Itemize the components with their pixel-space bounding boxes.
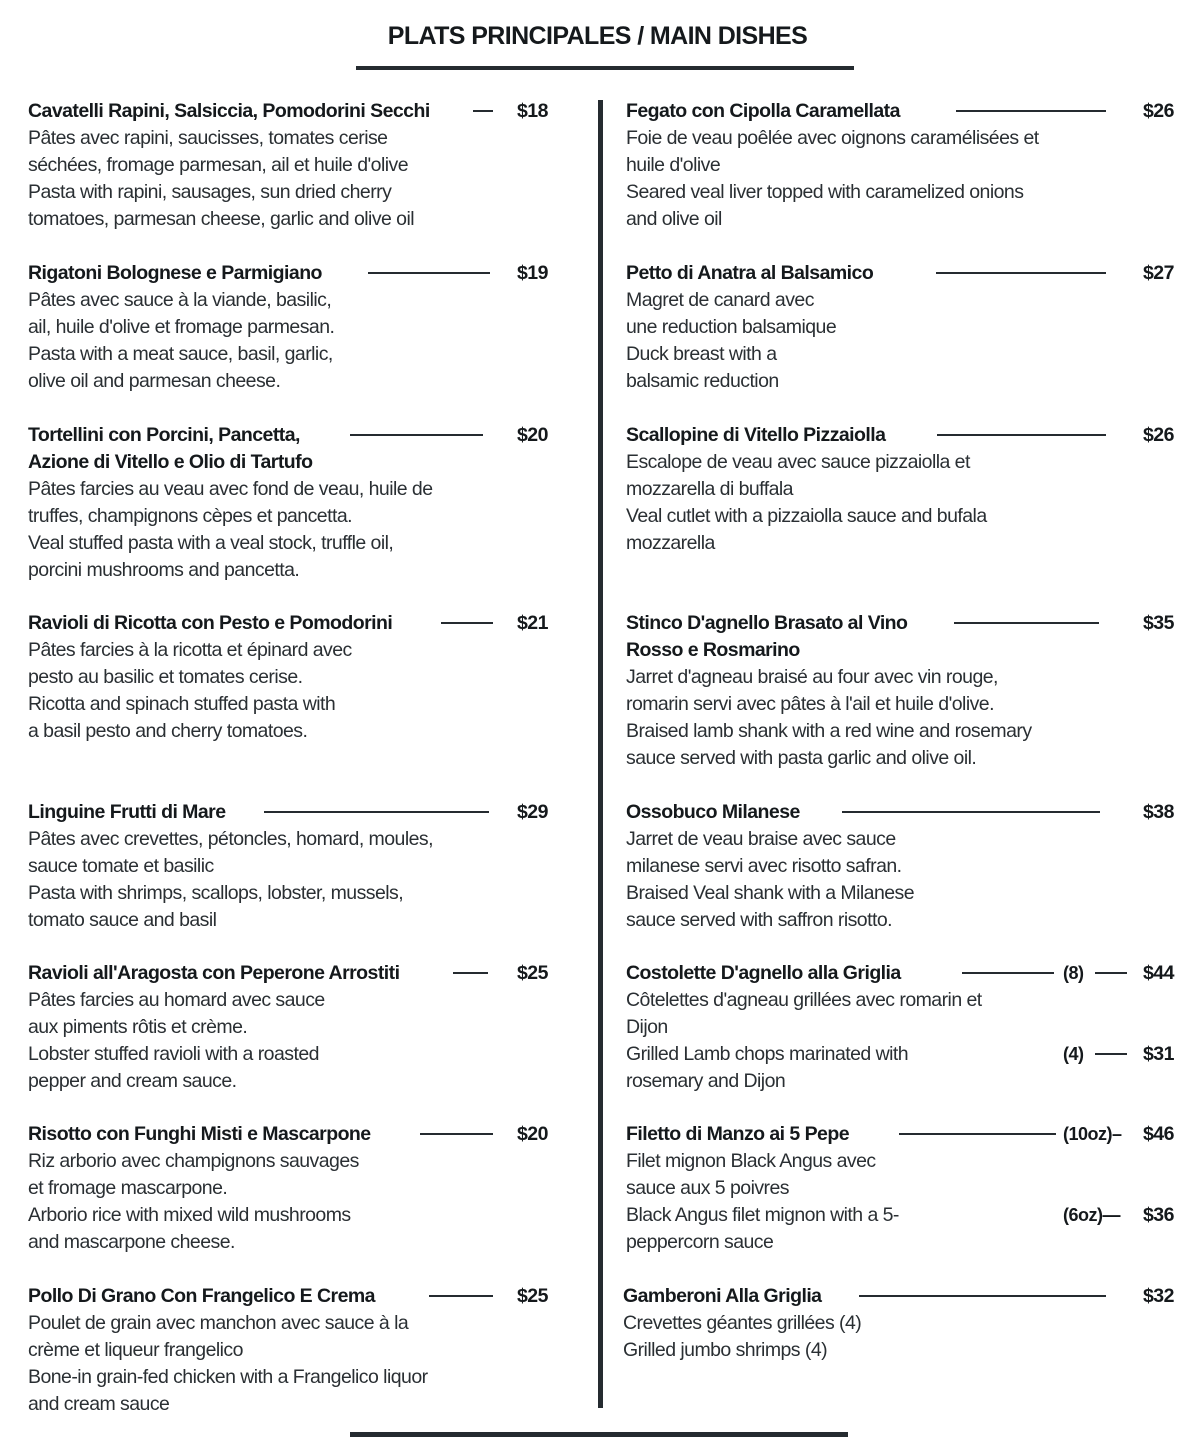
- dish-name: Ravioli all'Aragosta con Peperone Arrostiti: [28, 962, 400, 984]
- dish-price: $35: [1142, 612, 1174, 634]
- leader-line: [954, 622, 1099, 624]
- dish-description: Jarret de veau braise avec sauce milanese servi avec risotto safran. Braised Veal shank with a Milanese sauce served with saffron risotto.: [626, 828, 915, 931]
- dish-price: $21: [516, 612, 548, 634]
- leader-line: [859, 1295, 1106, 1297]
- menu-item: [28, 98, 548, 233]
- dish-name-continued: Rosso e Rosmarino: [626, 639, 800, 661]
- dish-price: $38: [1142, 801, 1174, 823]
- dish-name: Cavatelli Rapini, Salsiccia, Pomodorini Secchi: [28, 100, 430, 122]
- dish-portion: (6oz)—: [1063, 1205, 1120, 1225]
- dish-price: $25: [516, 962, 548, 984]
- leader-line: [962, 972, 1054, 974]
- dish-price: $36: [1142, 1204, 1174, 1226]
- menu-item: [28, 1283, 548, 1418]
- leader-line: [937, 434, 1106, 436]
- dish-description: Pâtes farcies à la ricotta et épinard avec pesto au basilic et tomates cerise. Ricotta and spinach stuffed pasta with a basil pesto and cherry tomatoes.: [28, 639, 352, 742]
- page-title: PLATS PRINCIPALES / MAIN DISHES: [387, 22, 808, 50]
- dish-name: Ravioli di Ricotta con Pesto e Pomodorini: [28, 612, 393, 634]
- menu-item: [28, 610, 548, 745]
- dish-portion: (10oz)–: [1063, 1124, 1122, 1144]
- bottom-rule: [350, 1432, 848, 1437]
- dish-name: Pollo Di Grano Con Frangelico E Crema: [28, 1285, 375, 1307]
- dish-price: $26: [1142, 100, 1174, 122]
- dish-name: Stinco D'agnello Brasato al Vino: [626, 612, 908, 634]
- leader-line: [936, 272, 1106, 274]
- dish-description: Jarret d'agneau braisé au four avec vin rouge, romarin servi avec pâtes à l'ail et huile d'olive. Braised lamb shank with a red wine and rosemary sauce served with pasta garlic and olive oil.: [626, 666, 1032, 769]
- leader-line: [956, 110, 1106, 112]
- leader-line: [899, 1133, 1056, 1135]
- leader-line: [264, 811, 489, 813]
- dish-description: Crevettes géantes grillées (4) Grilled jumbo shrimps (4): [623, 1312, 862, 1361]
- menu-item: [28, 1121, 548, 1256]
- dish-description: Filet mignon Black Angus avec sauce aux 5 poivres Black Angus filet mignon with a 5- (6oz)— $36 peppercorn sauce: [626, 1150, 1174, 1253]
- menu-item: [626, 799, 1174, 934]
- leader-line: [842, 811, 1100, 813]
- leader-line: [420, 1133, 493, 1135]
- dish-description: Magret de canard avec une reduction balsamique Duck breast with a balsamic reduction: [626, 289, 837, 392]
- leader-line: [441, 622, 493, 624]
- title-underline: [356, 66, 854, 70]
- dish-description: Pâtes avec sauce à la viande, basilic, ail, huile d'olive et fromage parmesan. Pasta with a meat sauce, basil, garlic, olive oil and parmesan cheese.: [28, 289, 335, 392]
- dish-description: Pâtes avec crevettes, pétoncles, homard, moules, sauce tomate et basilic Pasta with shrimps, scallops, lobster, mussels, tomato sauce and basil: [28, 828, 433, 931]
- dish-price: $25: [516, 1285, 548, 1307]
- dish-price: $19: [516, 262, 548, 284]
- leader-line: [473, 110, 493, 112]
- dish-description: Poulet de grain avec manchon avec sauce à la crème et liqueur frangelico Bone-in grain-fed chicken with a Frangelico liquor and cream sauce: [28, 1312, 428, 1415]
- leader-line: [368, 272, 490, 274]
- dish-price: $27: [1142, 262, 1174, 284]
- menu-item: [626, 98, 1174, 233]
- dish-description: Pâtes avec rapini, saucisses, tomates cerise séchées, fromage parmesan, ail et huile d'olive Pasta with rapini, sausages, sun dried cherry tomatoes, parmesan cheese, garlic and olive oil: [28, 127, 415, 230]
- dish-name: Scallopine di Vitello Pizzaiolla: [626, 424, 886, 446]
- dish-name: Petto di Anatra al Balsamico: [626, 262, 874, 284]
- menu-item: [626, 610, 1174, 772]
- dish-name: Costolette D'agnello alla Griglia: [626, 962, 901, 984]
- menu-item: [28, 799, 548, 934]
- dish-description: Escalope de veau avec sauce pizzaiolla et mozzarella di buffala Veal cutlet with a pizzaiolla sauce and bufala mozzarella: [626, 451, 987, 554]
- menu-item: [626, 960, 1174, 1095]
- menu-item: [28, 422, 548, 584]
- leader-line: [350, 434, 483, 436]
- dish-price: $20: [516, 424, 548, 446]
- dish-price: $46: [1142, 1123, 1174, 1145]
- dish-price: $26: [1142, 424, 1174, 446]
- dish-description: Pâtes farcies au homard avec sauce aux piments rôtis et crème. Lobster stuffed ravioli with a roasted pepper and cream sauce.: [28, 989, 325, 1092]
- dish-name: Linguine Frutti di Mare: [28, 801, 226, 823]
- dish-price: $18: [516, 100, 548, 122]
- column-divider: [598, 100, 603, 1408]
- dish-portion: (4): [1063, 1044, 1084, 1064]
- dish-name: Rigatoni Bolognese e Parmigiano: [28, 262, 322, 284]
- menu-item: [623, 1283, 1174, 1364]
- dish-name: Risotto con Funghi Misti e Mascarpone: [28, 1123, 371, 1145]
- dish-price: $32: [1142, 1285, 1174, 1307]
- dish-description: Foie de veau poêlée avec oignons caramélisées et huile d'olive Seared veal liver topped with caramelized onions and olive oil: [626, 127, 1039, 230]
- dish-name: Tortellini con Porcini, Pancetta,: [28, 424, 300, 446]
- menu-item: [28, 960, 548, 1095]
- dish-description: Riz arborio avec champignons sauvages et fromage mascarpone. Arborio rice with mixed wild mushrooms and mascarpone cheese.: [28, 1150, 359, 1253]
- dish-portion: (8): [1063, 963, 1084, 983]
- leader-line: [1095, 1053, 1127, 1055]
- dish-name: Gamberoni Alla Griglia: [623, 1285, 822, 1307]
- menu-item: [626, 422, 1174, 557]
- leader-line: [429, 1295, 493, 1297]
- menu-item: [28, 260, 548, 395]
- dish-name: Filetto di Manzo ai 5 Pepe: [626, 1123, 849, 1145]
- dish-name: Ossobuco Milanese: [626, 801, 800, 823]
- leader-line: [453, 972, 488, 974]
- menu-item: [626, 1121, 1174, 1256]
- dish-description: Pâtes farcies au veau avec fond de veau, huile de truffes, champignons cèpes et pancetta. Veal stuffed pasta with a veal stock, truffle oil, porcini mushrooms and pancetta.: [28, 478, 433, 581]
- dish-price: $20: [516, 1123, 548, 1145]
- dish-price: $31: [1142, 1043, 1174, 1065]
- menu-item: [626, 260, 1174, 395]
- dish-name-continued: Azione di Vitello e Olio di Tartufo: [28, 451, 313, 473]
- dish-price: $29: [516, 801, 548, 823]
- dish-price: $44: [1142, 962, 1174, 984]
- leader-line: [1095, 972, 1127, 974]
- dish-description: Côtelettes d'agneau grillées avec romarin et Dijon Grilled Lamb chops marinated with (4) $31 rosemary and Dijon: [626, 989, 1174, 1092]
- dish-name: Fegato con Cipolla Caramellata: [626, 100, 900, 122]
